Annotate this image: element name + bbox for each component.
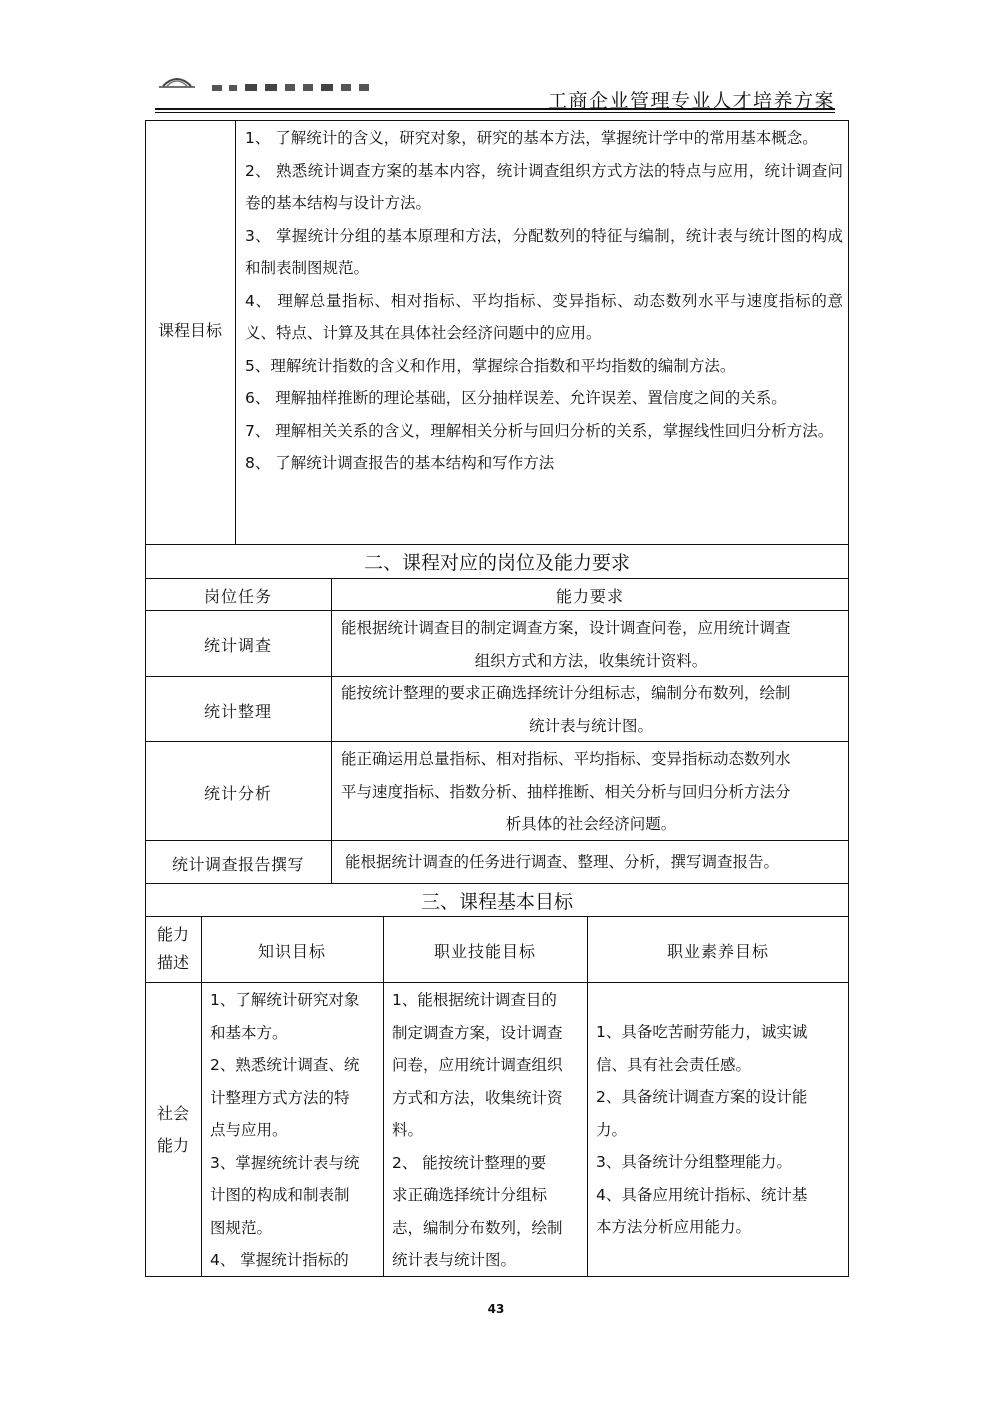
header-rule-thin bbox=[155, 112, 835, 113]
section2-header-rule bbox=[145, 578, 849, 579]
course-goal-list bbox=[245, 122, 843, 480]
goal-item-8: 8、 了解统计调查报告的基本结构和写作方法 bbox=[245, 454, 555, 472]
page-header bbox=[155, 68, 835, 112]
document-title: 工商企业管理专业人才培养方案 bbox=[547, 90, 835, 112]
req-survey-line1: 能根据统计调查目的制定调查方案，设计调查问卷，应用统计调查 bbox=[341, 619, 791, 637]
task-report: 统计调查报告撰写 bbox=[171, 855, 304, 874]
goal-item-2: 2、 熟悉统计调查方案的基本内容，统计调查组织方式方法的特点与应用，统计调查问卷的基本结构与设计方法。 bbox=[245, 161, 843, 212]
skill-line-1: 1、能根据统计调查目的 bbox=[392, 991, 557, 1009]
skill-line-7: 求正确选择统计分组标 bbox=[392, 1186, 548, 1204]
s3-col-divider-2 bbox=[383, 916, 384, 1277]
knowledge-line-7: 计图的构成和制表制 bbox=[210, 1186, 350, 1204]
s3-col-divider-3 bbox=[587, 916, 588, 1277]
skill-line-5: 料。 bbox=[392, 1121, 424, 1139]
skill-line-3: 问卷，应用统计调查组织 bbox=[392, 1056, 563, 1074]
quality-line-7: 本方法分析应用能力。 bbox=[596, 1218, 752, 1236]
col-header-ability-line2: 描述 bbox=[156, 953, 189, 972]
s3-col-divider-1 bbox=[201, 916, 202, 1277]
skill-line-9: 统计表与统计图。 bbox=[392, 1251, 517, 1269]
knowledge-goals bbox=[210, 984, 378, 1277]
goal-item-6: 6、 理解抽样推断的理论基础，区分抽样误差、允许误差、置信度之间的关系。 bbox=[245, 389, 787, 407]
req-analysis bbox=[341, 743, 841, 841]
task-arrange: 统计整理 bbox=[203, 702, 272, 721]
page-number: 43 bbox=[487, 1302, 505, 1316]
skill-line-6: 2、 能按统计整理的要 bbox=[392, 1153, 547, 1172]
row-rule-1 bbox=[145, 610, 849, 611]
col-header-requirement: 能力要求 bbox=[555, 587, 624, 606]
skill-line-2: 制定调查方案，设计调查 bbox=[392, 1023, 563, 1042]
skill-line-8: 志，编制分布数列，绘制 bbox=[392, 1218, 563, 1237]
col-header-quality: 职业素养目标 bbox=[666, 942, 769, 961]
row-label-line1: 社会 bbox=[156, 1104, 189, 1123]
knowledge-line-3: 2、熟悉统计调查、统 bbox=[210, 1056, 360, 1074]
col-header-task: 岗位任务 bbox=[203, 587, 272, 606]
knowledge-line-6: 3、掌握统统计表与统 bbox=[210, 1153, 360, 1172]
task-survey: 统计调查 bbox=[203, 636, 272, 655]
row-rule-4 bbox=[145, 840, 849, 841]
section2-col-divider bbox=[331, 578, 332, 883]
goal-item-1: 1、 了解统计的含义，研究对象，研究的基本方法，掌握统计学中的常用基本概念。 bbox=[245, 129, 818, 147]
knowledge-line-8: 图规范。 bbox=[210, 1218, 273, 1237]
col-header-knowledge: 知识目标 bbox=[257, 942, 326, 961]
req-arrange-line2: 统计表与统计图。 bbox=[528, 716, 653, 735]
req-survey-line2: 组织方式和方法，收集统计资料。 bbox=[474, 651, 708, 670]
goal-item-7: 7、 理解相关关系的含义，理解相关分析与回归分析的关系，掌握线性回归分析方法。 bbox=[245, 421, 834, 440]
row-label-social-ability bbox=[146, 1098, 200, 1162]
section3-header-rule bbox=[145, 916, 849, 917]
knowledge-line-9: 4、 掌握统计指标的 bbox=[210, 1251, 349, 1269]
goal-item-5: 5、理解统计指数的含义和作用，掌握综合指数和平均指数的编制方法。 bbox=[245, 356, 736, 375]
req-arrange bbox=[341, 677, 841, 742]
req-report bbox=[345, 846, 845, 879]
task-analysis: 统计分析 bbox=[203, 784, 272, 803]
section3-top-rule bbox=[145, 883, 849, 884]
goal-item-4: 4、 理解总量指标、相对指标、平均指标、变异指标、动态数列水平与速度指标的意义、特点、计算及其在具体社会经济问题中的应用。 bbox=[245, 291, 843, 342]
quality-line-5: 3、具备统计分组整理能力。 bbox=[596, 1153, 792, 1171]
req-analysis-line1: 能正确运用总量指标、相对指标、平均指标、变异指标动态数列水 bbox=[341, 750, 791, 768]
req-survey bbox=[341, 612, 841, 677]
skill-line-4: 方式和方法，收集统计资 bbox=[392, 1088, 563, 1107]
row-rule-3 bbox=[145, 741, 849, 742]
goal-label-divider bbox=[235, 120, 236, 544]
quality-goals bbox=[596, 1016, 844, 1244]
col-header-ability bbox=[146, 921, 200, 977]
req-analysis-line3: 析具体的社会经济问题。 bbox=[505, 815, 677, 833]
knowledge-line-5: 点与应用。 bbox=[210, 1121, 288, 1139]
quality-line-3: 2、具备统计调查方案的设计能 bbox=[596, 1088, 808, 1106]
quality-line-6: 4、具备应用统计指标、统计基 bbox=[596, 1185, 808, 1204]
school-logo-icon bbox=[157, 72, 417, 94]
goal-item-3: 3、 掌握统计分组的基本原理和方法，分配数列的特征与编制，统计表与统计图的构成和制表制图规范。 bbox=[245, 226, 843, 277]
quality-line-2: 信、具有社会责任感。 bbox=[596, 1055, 752, 1074]
quality-line-1: 1、具备吃苦耐劳能力，诚实诚 bbox=[596, 1023, 808, 1041]
s3-body-rule bbox=[145, 982, 849, 983]
req-analysis-line2: 平与速度指标、指数分析、抽样推断、相关分析与回归分析方法分 bbox=[341, 782, 791, 801]
section3-title: 三、课程基本目标 bbox=[420, 891, 573, 913]
col-header-ability-line1: 能力 bbox=[156, 925, 189, 944]
req-arrange-line1: 能按统计整理的要求正确选择统计分组标志，编制分布数列，绘制 bbox=[341, 684, 791, 702]
knowledge-line-2: 和基本方。 bbox=[210, 1023, 288, 1042]
quality-line-4: 力。 bbox=[596, 1120, 628, 1139]
skill-goals bbox=[392, 984, 582, 1277]
row-label-line2: 能力 bbox=[156, 1136, 189, 1155]
req-report-line1: 能根据统计调查的任务进行调查、整理、分析，撰写调查报告。 bbox=[345, 853, 780, 871]
course-goal-label: 课程目标 bbox=[157, 321, 222, 340]
knowledge-line-1: 1、了解统计研究对象 bbox=[210, 991, 360, 1009]
knowledge-line-4: 计整理方式方法的特 bbox=[210, 1088, 350, 1107]
section2-top-rule bbox=[145, 544, 849, 545]
header-rule bbox=[155, 108, 835, 110]
col-header-skill: 职业技能目标 bbox=[433, 942, 536, 961]
section2-title: 二、课程对应的岗位及能力要求 bbox=[363, 552, 630, 574]
